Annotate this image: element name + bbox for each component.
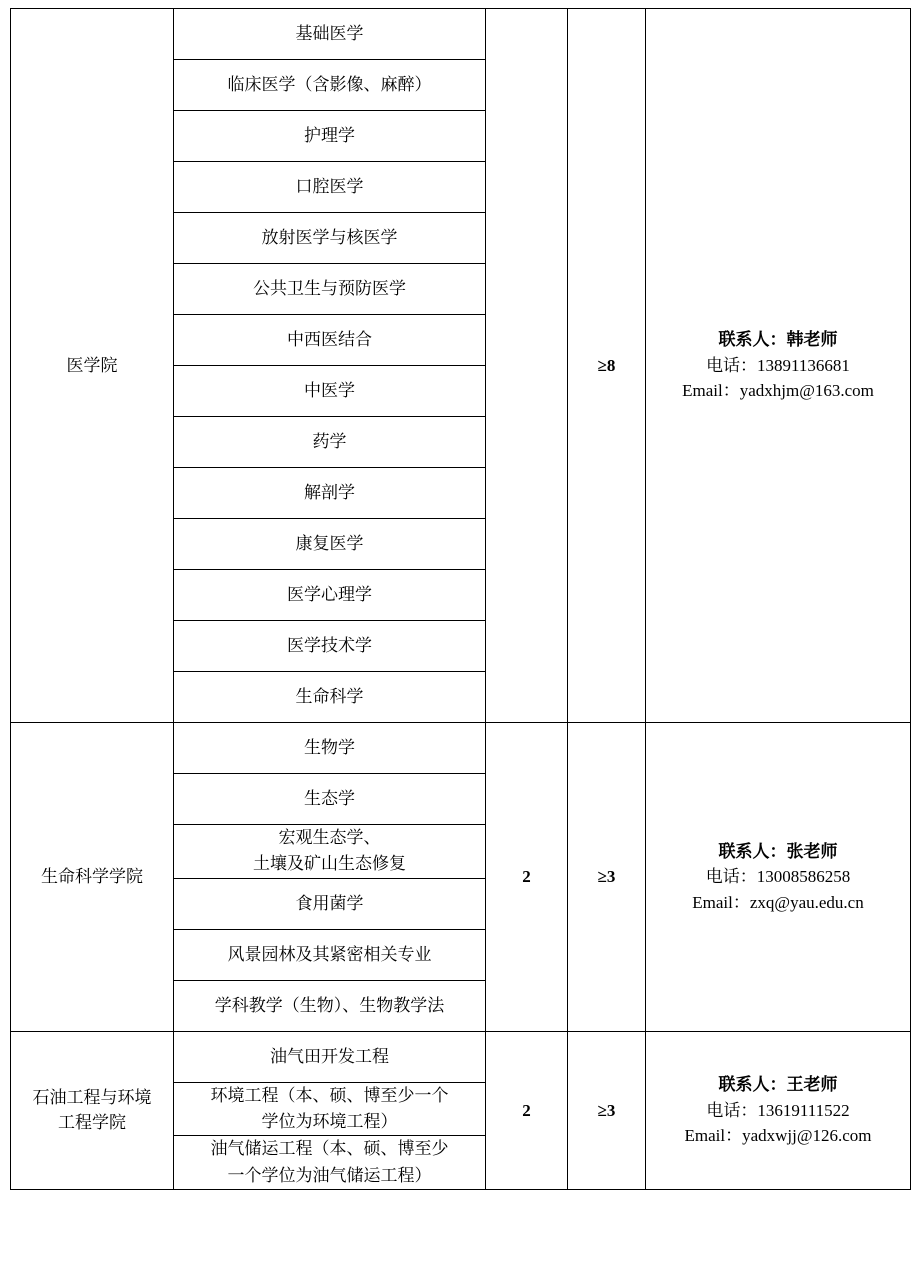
contact-email: Email：yadxwjj@126.com bbox=[684, 1126, 872, 1146]
major-cell: 解剖学 bbox=[174, 468, 486, 519]
major-line: 土壤及矿山生态修复 bbox=[253, 854, 406, 874]
major-cell: 油气田开发工程 bbox=[174, 1031, 486, 1082]
table-body bbox=[11, 9, 911, 1190]
contact-email: Email：zxq@yau.edu.cn bbox=[692, 892, 864, 912]
contact-person: 联系人：王老师 bbox=[718, 1075, 838, 1095]
major-cell: 口腔医学 bbox=[174, 162, 486, 213]
contact-person: 联系人：张老师 bbox=[718, 841, 838, 861]
major-cell: 临床医学（含影像、麻醉） bbox=[174, 60, 486, 111]
major-line: 油气储运工程（本、硕、博至少 bbox=[210, 1139, 449, 1159]
major-cell: 生态学 bbox=[174, 774, 486, 825]
contact-cell bbox=[646, 1031, 911, 1189]
contact-cell bbox=[646, 723, 911, 1032]
major-cell: 护理学 bbox=[174, 111, 486, 162]
contact-person: 联系人：韩老师 bbox=[718, 330, 838, 350]
major-cell: 医学心理学 bbox=[174, 570, 486, 621]
contact-cell bbox=[646, 9, 911, 723]
contact-phone: 电话：13008586258 bbox=[705, 867, 851, 887]
recruitment-table bbox=[10, 8, 911, 1190]
degree-cell: ≥3 bbox=[568, 1031, 646, 1189]
college-cell: 医学院 bbox=[11, 9, 174, 723]
college-cell bbox=[11, 1031, 174, 1189]
major-cell: 公共卫生与预防医学 bbox=[174, 264, 486, 315]
major-line: 宏观生态学、 bbox=[278, 828, 381, 847]
major-cell bbox=[174, 825, 486, 879]
major-line: 一个学位为油气储运工程） bbox=[227, 1165, 432, 1185]
major-cell: 生物学 bbox=[174, 723, 486, 774]
table-row bbox=[11, 723, 911, 774]
contact-phone: 电话：13619111522 bbox=[706, 1100, 850, 1120]
major-line: 环境工程（本、硕、博至少一个 bbox=[210, 1085, 449, 1105]
major-cell: 食用菌学 bbox=[174, 878, 486, 929]
major-cell: 医学技术学 bbox=[174, 621, 486, 672]
college-cell: 生命科学学院 bbox=[11, 723, 174, 1032]
major-line: 学位为环境工程） bbox=[261, 1112, 398, 1132]
count-cell bbox=[486, 9, 568, 723]
major-cell: 中医学 bbox=[174, 366, 486, 417]
major-cell: 风景园林及其紧密相关专业 bbox=[174, 929, 486, 980]
count-cell: 2 bbox=[486, 1031, 568, 1189]
degree-cell: ≥8 bbox=[568, 9, 646, 723]
major-cell: 药学 bbox=[174, 417, 486, 468]
degree-cell: ≥3 bbox=[568, 723, 646, 1032]
major-cell: 学科教学（生物）、生物教学法 bbox=[174, 980, 486, 1031]
major-cell bbox=[174, 1136, 486, 1190]
major-cell: 生命科学 bbox=[174, 672, 486, 723]
table-row bbox=[11, 9, 911, 60]
major-cell: 中西医结合 bbox=[174, 315, 486, 366]
contact-email: Email：yadxhjm@163.com bbox=[682, 381, 874, 401]
table-row bbox=[11, 1031, 911, 1082]
major-cell: 康复医学 bbox=[174, 519, 486, 570]
count-cell: 2 bbox=[486, 723, 568, 1032]
contact-phone: 电话：13891136681 bbox=[706, 355, 850, 375]
college-line: 石油工程与环境 bbox=[32, 1087, 152, 1107]
major-cell: 基础医学 bbox=[174, 9, 486, 60]
college-line: 工程学院 bbox=[58, 1113, 126, 1133]
major-cell: 放射医学与核医学 bbox=[174, 213, 486, 264]
major-cell bbox=[174, 1082, 486, 1136]
